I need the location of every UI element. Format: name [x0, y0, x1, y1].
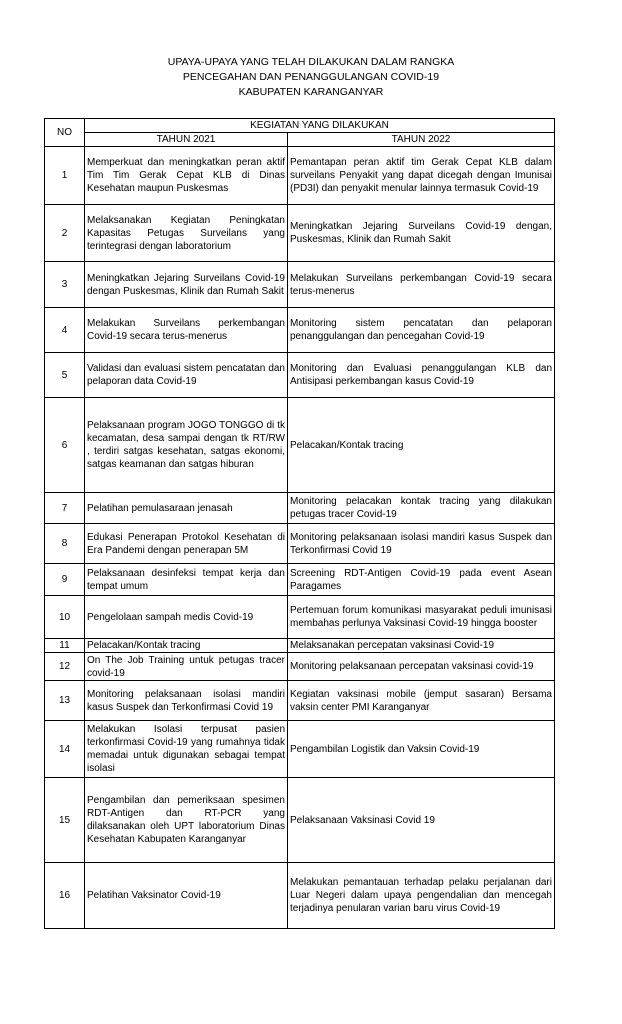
- activity-2021: Meningkatkan Jejaring Surveilans Covid-19 dengan Puskesmas, Klinik dan Rumah Sakit: [85, 262, 288, 308]
- row-number: 6: [45, 398, 85, 493]
- activity-2021: Pelacakan/Kontak tracing: [85, 639, 288, 653]
- activity-2022: Monitoring pelaksanaan percepatan vaksinasi covid-19: [288, 653, 555, 681]
- title-line-3: KABUPATEN KARANGANYAR: [238, 86, 384, 98]
- row-number: 11: [45, 639, 85, 653]
- table-row: [45, 308, 555, 353]
- activity-2022: Screening RDT-Antigen Covid-19 pada event Asean Paragames: [288, 564, 555, 596]
- activity-2022: Monitoring pelaksanaan isolasi mandiri kasus Suspek dan Terkonfirmasi Covid 19: [288, 524, 555, 564]
- activity-2022: Kegiatan vaksinasi mobile (jemput sasaran) Bersama vaksin center PMI Karanganyar: [288, 681, 555, 721]
- table-row: [45, 493, 555, 524]
- activity-2021: Pelatihan Vaksinator Covid-19: [85, 863, 288, 929]
- activity-2021: Edukasi Penerapan Protokol Kesehatan di Era Pandemi dengan penerapan 5M: [85, 524, 288, 564]
- activity-2021: Melakukan Surveilans perkembangan Covid-19 secara terus-menerus: [85, 308, 288, 353]
- activity-2021: Melakukan Isolasi terpusat pasien terkonfirmasi Covid-19 yang rumahnya tidak memadai untuk digunakan sebagai tempat isolasi: [85, 721, 288, 778]
- table-row: [45, 564, 555, 596]
- activity-2021: Pelatihan pemulasaraan jenasah: [85, 493, 288, 524]
- table-body: [45, 147, 555, 929]
- title-line-1: UPAYA-UPAYA YANG TELAH DILAKUKAN DALAM RANGKA: [167, 56, 455, 68]
- table-row: [45, 147, 555, 205]
- header-2022: TAHUN 2022: [288, 133, 555, 147]
- row-number: 10: [45, 596, 85, 639]
- activity-2022: Monitoring pelacakan kontak tracing yang dilakukan petugas tracer Covid-19: [288, 493, 555, 524]
- row-number: 8: [45, 524, 85, 564]
- row-number: 9: [45, 564, 85, 596]
- activity-2022: Monitoring sistem pencatatan dan pelaporan penanggulangan dan pencegahan Covid-19: [288, 308, 555, 353]
- activity-2022: Melakukan Surveilans perkembangan Covid-19 secara terus-menerus: [288, 262, 555, 308]
- activity-2021: Melaksanakan Kegiatan Peningkatan Kapasitas Petugas Surveilans yang terintegrasi dengan laboratorium: [85, 205, 288, 262]
- row-number: 2: [45, 205, 85, 262]
- table-row: [45, 681, 555, 721]
- table-row: [45, 524, 555, 564]
- activity-2022: Melaksanakan percepatan vaksinasi Covid-19: [288, 639, 555, 653]
- document-title: [0, 55, 622, 100]
- row-number: 12: [45, 653, 85, 681]
- table-row: [45, 639, 555, 653]
- row-number: 14: [45, 721, 85, 778]
- row-number: 15: [45, 778, 85, 863]
- row-number: 4: [45, 308, 85, 353]
- activity-2021: On The Job Training untuk petugas tracer covid-19: [85, 653, 288, 681]
- table-row: [45, 596, 555, 639]
- table-row: [45, 262, 555, 308]
- activity-2021: Validasi dan evaluasi sistem pencatatan dan pelaporan data Covid-19: [85, 353, 288, 398]
- table-row: [45, 863, 555, 929]
- table-row: [45, 721, 555, 778]
- row-number: 16: [45, 863, 85, 929]
- activity-2021: Pengelolaan sampah medis Covid-19: [85, 596, 288, 639]
- table-row: [45, 398, 555, 493]
- row-number: 5: [45, 353, 85, 398]
- activity-2022: Meningkatkan Jejaring Surveilans Covid-19 dengan, Puskesmas, Klinik dan Rumah Sakit: [288, 205, 555, 262]
- activities-table: [44, 118, 555, 929]
- table-row: [45, 353, 555, 398]
- activity-2021: Monitoring pelaksanaan isolasi mandiri kasus Suspek dan Terkonfirmasi Covid 19: [85, 681, 288, 721]
- table-row: [45, 205, 555, 262]
- table-row: [45, 778, 555, 863]
- activity-2021: Pelaksanaan desinfeksi tempat kerja dan tempat umum: [85, 564, 288, 596]
- header-2021: TAHUN 2021: [85, 133, 288, 147]
- header-no: NO: [45, 119, 85, 147]
- row-number: 7: [45, 493, 85, 524]
- row-number: 3: [45, 262, 85, 308]
- header-kegiatan: KEGIATAN YANG DILAKUKAN: [85, 119, 555, 133]
- activity-2021: Memperkuat dan meningkatkan peran aktif Tim Tim Gerak Cepat KLB di Dinas Kesehatan maupun Puskesmas: [85, 147, 288, 205]
- activity-2022: Pelacakan/Kontak tracing: [288, 398, 555, 493]
- activity-2021: Pelaksanaan program JOGO TONGGO di tk kecamatan, desa sampai dengan tk RT/RW , terdiri satgas kesehatan, satgas ekonomi, satgas keamanan dan satgas hiburan: [85, 398, 288, 493]
- title-line-2: PENCEGAHAN DAN PENANGGULANGAN COVID-19: [182, 71, 440, 83]
- activity-2022: Pengambilan Logistik dan Vaksin Covid-19: [288, 721, 555, 778]
- activity-2022: Pemantapan peran aktif tim Gerak Cepat KLB dalam surveilans Penyakit yang dapat dicegah dengan Imunisai (PD3I) dan penyakit menular lainnya termasuk Covid-19: [288, 147, 555, 205]
- activity-2022: Melakukan pemantauan terhadap pelaku perjalanan dari Luar Negeri dalam upaya pengendalian dan mencegah terjadinya penularan varian baru virus Covid-19: [288, 863, 555, 929]
- activity-2022: Pelaksanaan Vaksinasi Covid 19: [288, 778, 555, 863]
- activity-2021: Pengambilan dan pemeriksaan spesimen RDT-Antigen dan RT-PCR yang dilaksanakan oleh UPT laboratorium Dinas Kesehatan Kabupaten Karanganyar: [85, 778, 288, 863]
- row-number: 13: [45, 681, 85, 721]
- activity-2022: Monitoring dan Evaluasi penanggulangan KLB dan Antisipasi perkembangan kasus Covid-19: [288, 353, 555, 398]
- table-row: [45, 653, 555, 681]
- activity-2022: Pertemuan forum komunikasi masyarakat peduli imunisasi membahas perlunya Vaksinasi Covid-19 hingga booster: [288, 596, 555, 639]
- row-number: 1: [45, 147, 85, 205]
